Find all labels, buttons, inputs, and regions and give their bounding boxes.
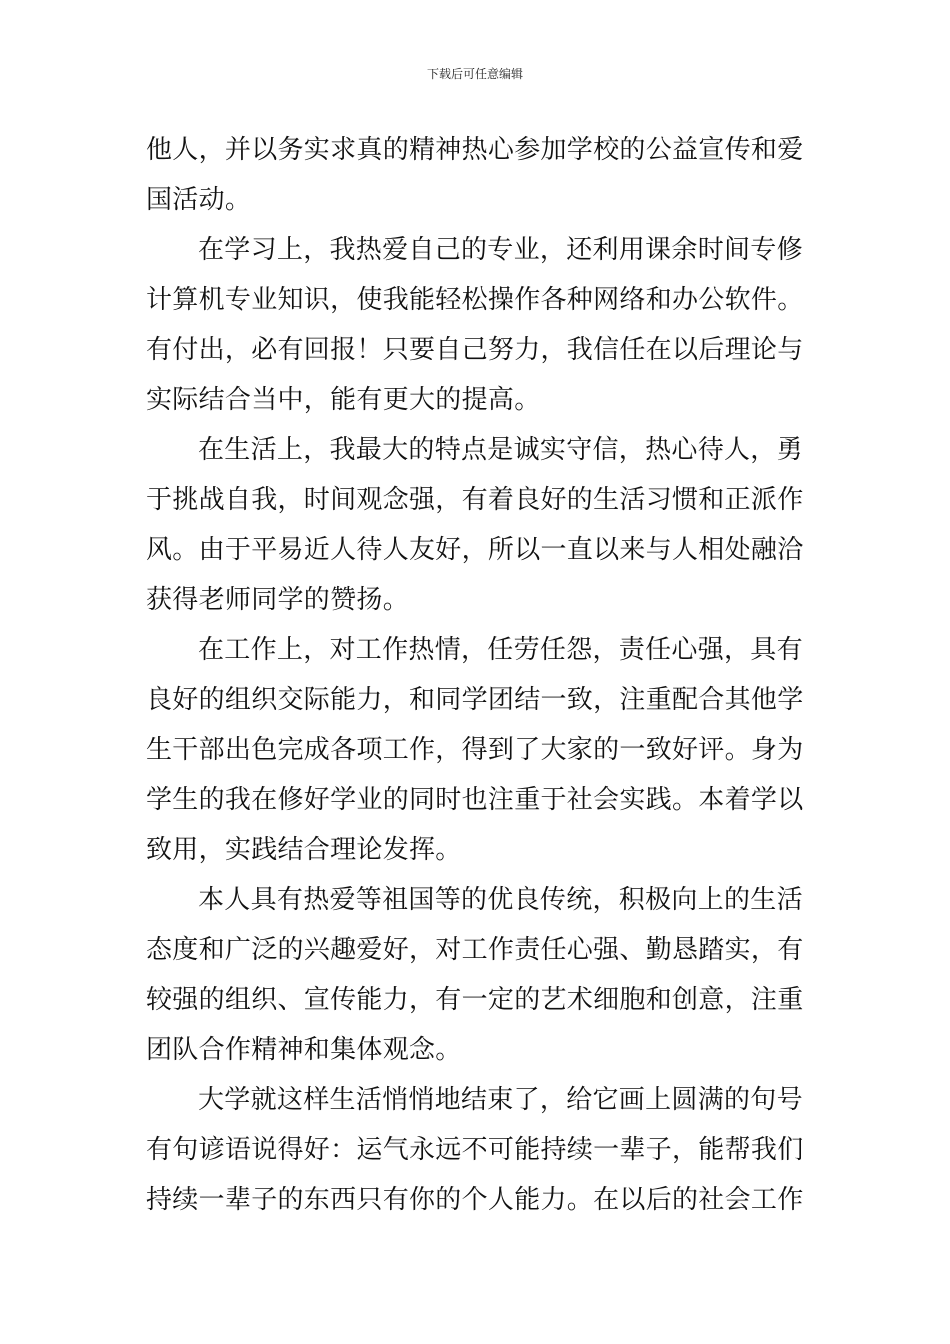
text-line: 在学习上，我热爱自己的专业，还利用课余时间专修 xyxy=(198,235,803,265)
text-line: 良好的组织交际能力，和同学团结一致，注重配合其他学 xyxy=(146,685,804,715)
text-line: 团队合作精神和集体观念。 xyxy=(146,1035,462,1065)
text-line: 大学就这样生活悄悄地结束了，给它画上圆满的句号 xyxy=(198,1085,803,1115)
text-line: 本人具有热爱等祖国等的优良传统，积极向上的生活 xyxy=(198,885,803,915)
text-line: 生干部出色完成各项工作，得到了大家的一致好评。身为 xyxy=(146,735,804,765)
paragraph xyxy=(146,225,808,425)
page-header: 下载后可任意编辑 xyxy=(426,67,523,81)
text-line: 计算机专业知识，使我能轻松操作各种网络和办公软件。 xyxy=(146,285,804,315)
paragraph xyxy=(146,875,808,1075)
text-line: 他人，并以务实求真的精神热心参加学校的公益宣传和爱 xyxy=(146,135,804,165)
text-line: 学生的我在修好学业的同时也注重于社会实践。本着学以 xyxy=(146,785,804,815)
text-line: 于挑战自我，时间观念强，有着良好的生活习惯和正派作 xyxy=(146,485,804,515)
text-line: 致用，实践结合理论发挥。 xyxy=(146,835,462,865)
text-line: 持续一辈子的东西只有你的个人能力。在以后的社会工作 xyxy=(146,1185,804,1215)
paragraph xyxy=(146,425,808,625)
text-line: 有句谚语说得好：运气永远不可能持续一辈子，能帮我们 xyxy=(146,1135,804,1165)
text-line: 态度和广泛的兴趣爱好，对工作责任心强、勤恳踏实，有 xyxy=(146,935,804,965)
text-line: 在工作上，对工作热情，任劳任怨，责任心强，具有 xyxy=(198,635,803,665)
text-line: 国活动。 xyxy=(146,185,252,215)
paragraph xyxy=(146,125,808,225)
text-line: 有付出，必有回报！只要自己努力，我信任在以后理论与 xyxy=(146,335,804,365)
document-body xyxy=(146,125,808,1225)
text-line: 风。由于平易近人待人友好，所以一直以来与人相处融洽 xyxy=(146,535,804,565)
text-line: 在生活上，我最大的特点是诚实守信，热心待人，勇 xyxy=(198,435,803,465)
text-line: 获得老师同学的赞扬。 xyxy=(146,585,410,615)
text-line: 实际结合当中，能有更大的提高。 xyxy=(146,385,541,415)
paragraph xyxy=(146,1075,808,1225)
paragraph xyxy=(146,625,808,875)
text-line: 较强的组织、宣传能力，有一定的艺术细胞和创意，注重 xyxy=(146,985,804,1015)
